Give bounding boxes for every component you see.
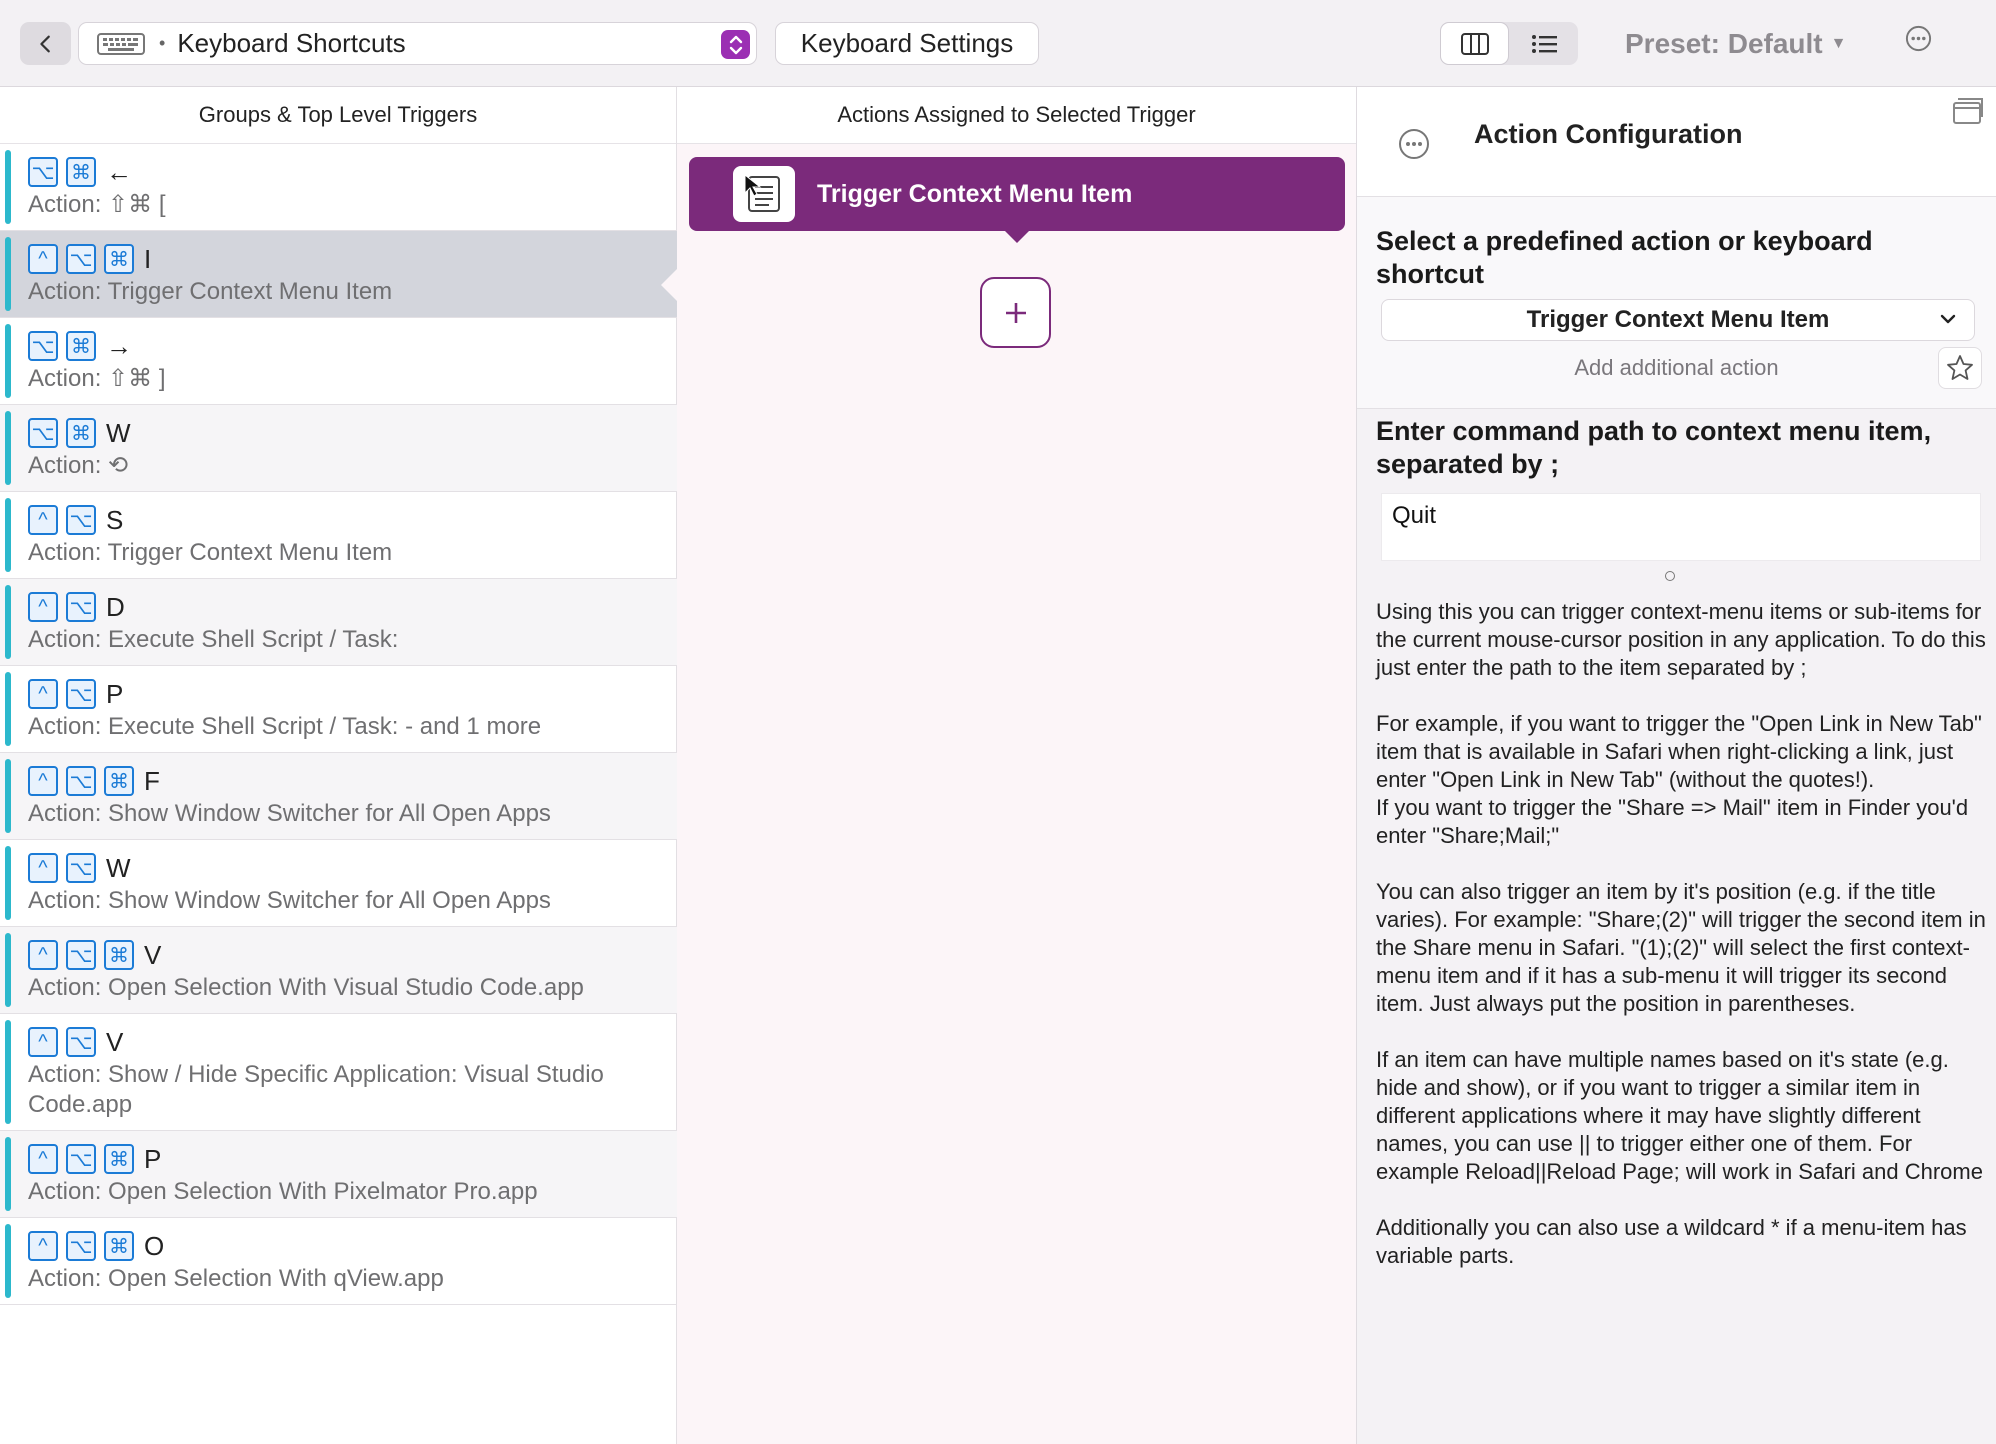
trigger-action-text: Action: Show / Hide Specific Application: Visual Studio Code.app: [28, 1061, 604, 1118]
modifier-key-icon: ⌘: [66, 157, 96, 187]
modifier-key-icon: ⌥: [28, 157, 58, 187]
shortcut-keys: [28, 1131, 677, 1177]
shortcut-key-label: →: [106, 330, 132, 361]
modifier-key-icon: ⌥: [66, 1144, 96, 1174]
shortcut-key-label: F: [144, 765, 160, 796]
shortcut-key-label: I: [144, 243, 152, 274]
modifier-key-icon: ⌘: [104, 1231, 134, 1261]
modifier-key-icon: ^: [28, 505, 58, 535]
ellipsis-circle-icon[interactable]: [1904, 24, 1933, 53]
separator-dot: •: [159, 33, 166, 53]
trigger-enabled-bar: [5, 411, 11, 485]
trigger-row[interactable]: [0, 666, 677, 753]
shortcut-key-label: D: [106, 591, 125, 622]
modifier-key-icon: ⌥: [66, 1231, 96, 1261]
help-paragraph: For example, if you want to trigger the "Open Link in New Tab" item that is available in Safari when right-clicking a link, just enter "Open Link in New Tab" (without the quotes!). If you want to trigger the "Share => Mail" item in Finder you'd enter "Share;Mail;": [1376, 711, 1982, 848]
list-icon: [1529, 32, 1559, 56]
action-dropdown-value: Trigger Context Menu Item: [1526, 306, 1830, 333]
command-path-heading: Enter command path to context menu item, separated by ;: [1376, 416, 1932, 479]
modifier-key-icon: ⌘: [66, 418, 96, 448]
help-text: [1376, 598, 1986, 1298]
shortcut-key-label: ←: [106, 156, 132, 187]
updown-chevron-icon[interactable]: [721, 30, 750, 59]
keyboard-settings-button[interactable]: Keyboard Settings: [775, 22, 1039, 65]
shortcut-key-label: W: [106, 417, 131, 448]
help-paragraph: Using this you can trigger context-menu items or sub-items for the current mouse-cursor position in any application. To do this just enter the path to the item separated by ;: [1376, 599, 1986, 680]
view-toggle: [1440, 22, 1578, 65]
chevron-left-icon: [35, 33, 57, 55]
modifier-key-icon: ^: [28, 853, 58, 883]
shortcut-keys: [28, 492, 677, 538]
trigger-action-text: Action: ⇧⌘ [: [28, 191, 166, 218]
modifier-key-icon: ⌥: [66, 592, 96, 622]
toolbar: [0, 0, 1996, 87]
ellipsis-circle-icon[interactable]: [1397, 127, 1431, 161]
trigger-enabled-bar: [5, 237, 11, 311]
shortcut-keys: [28, 753, 677, 799]
back-button[interactable]: [20, 22, 71, 65]
predefined-action-section: [1357, 197, 1996, 409]
trigger-row[interactable]: [0, 840, 677, 927]
trigger-row[interactable]: [0, 231, 677, 318]
trigger-action-text: Action: Execute Shell Script / Task:: [28, 626, 399, 653]
plus-icon: [1001, 298, 1031, 328]
modifier-key-icon: ⌘: [104, 940, 134, 970]
config-header: [1357, 87, 1996, 197]
modifier-key-icon: ⌥: [28, 418, 58, 448]
action-card-pointer: [1005, 231, 1029, 243]
shortcut-keys: [28, 927, 677, 973]
modifier-key-icon: ^: [28, 592, 58, 622]
assigned-action-card[interactable]: [689, 157, 1345, 231]
modifier-key-icon: ^: [28, 1027, 58, 1057]
shortcut-keys: [28, 1218, 677, 1264]
modifier-key-icon: ⌘: [104, 1144, 134, 1174]
trigger-row[interactable]: [0, 579, 677, 666]
preset-menu[interactable]: [1625, 22, 1846, 65]
preset-label: Preset: Default: [1625, 27, 1823, 59]
list-view-button[interactable]: [1509, 22, 1578, 65]
trigger-action-text: Action: ⟲: [28, 452, 129, 479]
trigger-enabled-bar: [5, 498, 11, 572]
caret-down-icon: ▼: [1830, 34, 1847, 52]
modifier-key-icon: ⌘: [104, 244, 134, 274]
assigned-action-label: Trigger Context Menu Item: [817, 179, 1133, 208]
shortcut-keys: [28, 144, 677, 190]
modifier-key-icon: ^: [28, 679, 58, 709]
star-icon: [1945, 353, 1975, 383]
trigger-enabled-bar: [5, 1137, 11, 1211]
trigger-row[interactable]: [0, 144, 677, 231]
trigger-enabled-bar: [5, 585, 11, 659]
favorite-button[interactable]: [1938, 347, 1982, 389]
modifier-key-icon: ^: [28, 1144, 58, 1174]
modifier-key-icon: ⌘: [104, 766, 134, 796]
shortcut-keys: [28, 231, 677, 277]
config-panel: [1357, 87, 1996, 1444]
add-additional-action-link[interactable]: Add additional action: [1574, 355, 1779, 380]
modifier-key-icon: ^: [28, 1231, 58, 1261]
shortcut-keys: [28, 579, 677, 625]
trigger-action-text: Action: Open Selection With Visual Studio Code.app: [28, 974, 584, 1001]
trigger-action-text: Action: Open Selection With qView.app: [28, 1265, 444, 1292]
resize-handle[interactable]: [1665, 571, 1675, 581]
trigger-row[interactable]: [0, 1014, 677, 1131]
shortcut-key-label: V: [144, 939, 162, 970]
modifier-key-icon: ⌥: [66, 1027, 96, 1057]
select-action-heading: Select a predefined action or keyboard shortcut: [1376, 226, 1873, 289]
modifier-key-icon: ⌥: [28, 331, 58, 361]
help-paragraph: Additionally you can also use a wildcard * if a menu-item has variable parts.: [1376, 1215, 1967, 1268]
shortcut-key-label: S: [106, 504, 124, 535]
columns-view-button[interactable]: [1440, 22, 1509, 65]
add-action-button[interactable]: [980, 277, 1051, 348]
trigger-action-text: Action: Trigger Context Menu Item: [28, 278, 393, 305]
triggers-column: [0, 87, 677, 1444]
trigger-enabled-bar: [5, 759, 11, 833]
trigger-row[interactable]: [0, 1131, 677, 1218]
shortcut-key-label: O: [144, 1230, 165, 1261]
actions-column: [677, 87, 1357, 1444]
trigger-enabled-bar: [5, 933, 11, 1007]
shortcut-key-label: P: [144, 1143, 162, 1174]
modifier-key-icon: ⌥: [66, 853, 96, 883]
trigger-action-text: Action: ⇧⌘ ]: [28, 365, 166, 392]
modifier-key-icon: ^: [28, 766, 58, 796]
trigger-row[interactable]: [0, 927, 677, 1014]
shortcut-keys: [28, 666, 677, 712]
help-paragraph: If an item can have multiple names based on it's state (e.g. hide and show), or if you want to trigger a similar item in different applications where it may have slightly different names, you can use || to trigger either one of them. For example Reload||Reload Page; will work in Safari and Chrome: [1376, 1047, 1983, 1184]
triggers-column-header: Groups & Top Level Triggers: [0, 87, 676, 144]
modifier-key-icon: ⌘: [66, 331, 96, 361]
trigger-enabled-bar: [5, 1224, 11, 1298]
trigger-row[interactable]: [0, 1218, 677, 1305]
trigger-action-text: Action: Trigger Context Menu Item: [28, 539, 393, 566]
trigger-row[interactable]: [0, 492, 677, 579]
group-select[interactable]: [78, 22, 757, 65]
shortcut-keys: [28, 840, 677, 886]
trigger-enabled-bar: [5, 672, 11, 746]
modifier-key-icon: ⌥: [66, 244, 96, 274]
window-icon[interactable]: [1952, 97, 1984, 125]
shortcut-key-label: V: [106, 1026, 124, 1057]
trigger-action-text: Action: Open Selection With Pixelmator Pro.app: [28, 1178, 538, 1205]
action-dropdown[interactable]: [1381, 299, 1975, 341]
trigger-action-text: Action: Execute Shell Script / Task: - and 1 more: [28, 713, 542, 740]
trigger-action-text: Action: Show Window Switcher for All Open Apps: [28, 800, 551, 827]
trigger-row[interactable]: [0, 318, 677, 405]
config-title: Action Configuration: [1474, 119, 1743, 149]
context-menu-icon: [733, 166, 795, 222]
actions-column-header: Actions Assigned to Selected Trigger: [677, 87, 1356, 144]
trigger-row[interactable]: [0, 405, 677, 492]
shortcut-key-label: W: [106, 852, 131, 883]
trigger-enabled-bar: [5, 324, 11, 398]
command-path-input[interactable]: [1381, 493, 1981, 561]
modifier-key-icon: ⌥: [66, 679, 96, 709]
modifier-key-icon: ⌥: [66, 940, 96, 970]
trigger-enabled-bar: [5, 150, 11, 224]
group-select-label: Keyboard Shortcuts: [177, 28, 406, 58]
trigger-enabled-bar: [5, 1020, 11, 1124]
columns-icon: [1460, 32, 1490, 56]
modifier-key-icon: ⌥: [66, 505, 96, 535]
trigger-action-text: Action: Show Window Switcher for All Open Apps: [28, 887, 551, 914]
shortcut-key-label: P: [106, 678, 124, 709]
shortcut-keys: [28, 318, 677, 364]
shortcut-keys: [28, 405, 677, 451]
keyboard-icon: [97, 31, 145, 57]
trigger-row[interactable]: [0, 753, 677, 840]
modifier-key-icon: ^: [28, 244, 58, 274]
modifier-key-icon: ^: [28, 940, 58, 970]
shortcut-keys: [28, 1014, 677, 1060]
help-paragraph: You can also trigger an item by it's position (e.g. if the title varies). For example: "Share;(2)" will trigger the second item in the Share menu in Safari. "(1);(2)" will select the first context-menu item and if it has a sub-menu it will trigger its second item. Just always put the position in parentheses.: [1376, 879, 1986, 1016]
trigger-list: [0, 144, 677, 1305]
trigger-enabled-bar: [5, 846, 11, 920]
modifier-key-icon: ⌥: [66, 766, 96, 796]
chevron-down-icon: [1938, 309, 1958, 329]
